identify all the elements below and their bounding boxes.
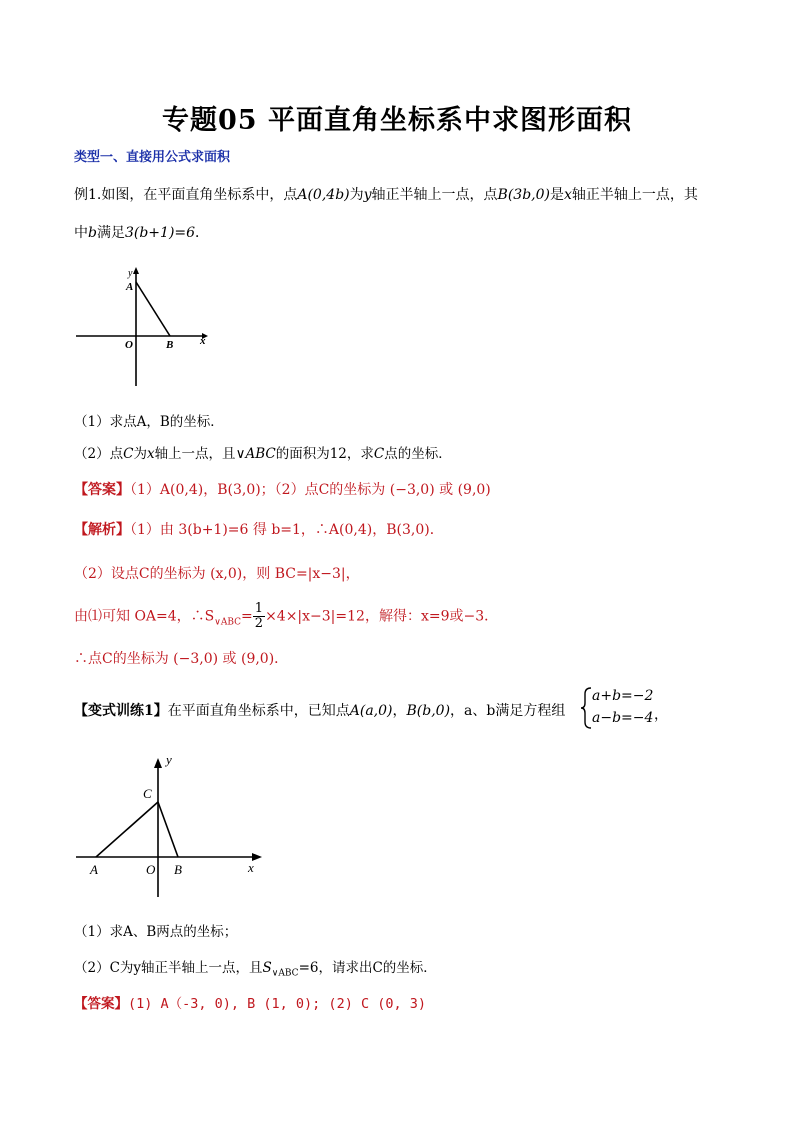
example1-q1: （1）求点A，B的坐标． [74,414,224,430]
separator: ， [392,703,407,719]
example1-text: 例1.如图，在平面直角坐标系中，点 [74,187,298,203]
triangle-abc: ∨ABC [235,446,276,462]
variant1-q1: （1）求A、B两点的坐标； [74,924,238,940]
variant1-q2 [74,956,437,979]
label-b: B [174,862,182,877]
section-heading: 类型一、直接用公式求面积 [74,150,231,165]
segment-ac [96,802,158,857]
analysis-text: ，解得：x=9或−3． [364,608,499,625]
condition-equation: 3(b+1)=6 [124,225,196,241]
axis-name: x [146,446,155,462]
variant-tag: 【变式训练1】 [74,703,168,719]
example1-text: 中 [74,225,88,241]
label-b: B [166,339,174,351]
variant-text: 在平面直角坐标系中，已知点 [167,703,350,719]
example1-analysis-3 [74,602,498,631]
q2-text: （2）点 [74,446,124,462]
example1-text: 轴正半轴上一点，点 [371,187,498,203]
segment-cb [158,802,178,857]
point-c: C [373,446,385,462]
variant1-statement [74,700,565,720]
point-b-coord: B(b,0) [406,703,451,719]
answer-tag: 【答案】 [74,996,128,1012]
page-title: 专题05 平面直角坐标系中求图形面积 [162,105,632,136]
q2-text: （2）C为y轴正半轴上一点，且 [74,960,263,976]
variant-text: ，a、b满足方程组 [450,703,566,719]
point-c: C [123,446,134,462]
analysis-text: ×4×|x−3|= [265,608,348,625]
q2-text: 为 [133,446,147,462]
y-axis-arrow [133,267,139,274]
label-o: O [125,339,133,351]
label-a: A [90,862,98,877]
point-a-coord: A(0,4b) [297,187,350,203]
variant-comma: ， [654,707,668,723]
example1-line1 [74,184,698,204]
point-a-coord: A(a,0) [349,703,393,719]
label-y: y [128,268,133,279]
left-brace-icon [579,686,593,730]
area-subscript: ∨ABC [271,968,299,979]
y-axis-arrow [154,758,162,768]
example1-text: ． [195,225,210,241]
example1-text: 满足 [96,225,125,241]
fraction-numerator: 1 [254,601,264,616]
q2-text: =6，请求出C的坐标． [298,960,437,976]
equation-2: a−b=−4 [592,710,654,726]
q2-text: 轴上一点，且 [154,446,236,462]
label-c: C [143,786,152,801]
example1-text: 为 [349,187,364,203]
variant1-answer [74,992,426,1012]
axis-name: y [363,187,372,203]
variable-b: b [88,225,97,241]
area-subscript: ∨ABC [214,617,242,628]
q2-text: 的面积为12，求 [275,446,374,462]
analysis-text: 由⑴可知 OA=4，∴S [74,608,215,625]
axis-name: x [564,187,572,203]
segment-ab [136,282,170,336]
analysis-text: （1）由 3(b+1)=6 得 b=1，∴A(0,4)，B(3,0)． [130,522,444,538]
example1-text: 轴正半轴上一点，其 [571,187,698,203]
area-value: 12 [347,608,365,625]
answer-text: (1) A（-3, 0), B (1, 0); (2) C (0, 3) [128,996,426,1012]
label-o: O [146,862,156,877]
example1-answer [74,479,491,499]
label-x: x [200,335,206,347]
fraction-denominator: 2 [254,616,264,631]
fraction-one-half [253,602,265,631]
example1-analysis-1 [74,519,444,539]
equation-1: a+b=−2 [592,688,654,704]
label-a: A [126,281,134,293]
variant1-figure [72,752,272,902]
label-x: x [248,860,254,875]
example1-q2 [74,442,452,462]
analysis-tag: 【解析】 [74,522,130,538]
label-y: y [166,752,172,767]
example1-line2 [74,222,209,242]
example1-analysis-4: ∴点C的坐标为 (−3,0) 或 (9,0)． [74,651,289,667]
area-symbol: S [262,960,272,976]
point-b-coord: B(3b,0) [497,187,550,203]
equals-sign: = [241,608,253,625]
answer-text: （1）A(0,4)，B(3,0)；（2）点C的坐标为 (−3,0) 或 (9,0) [130,482,491,498]
example1-analysis-2: （2）设点C的坐标为 (x,0)，则 BC=|x−3|， [74,566,360,582]
example1-text: 是 [550,187,564,203]
example1-figure [72,262,212,392]
answer-tag: 【答案】 [74,482,130,498]
q2-text: 点的坐标． [384,446,452,462]
